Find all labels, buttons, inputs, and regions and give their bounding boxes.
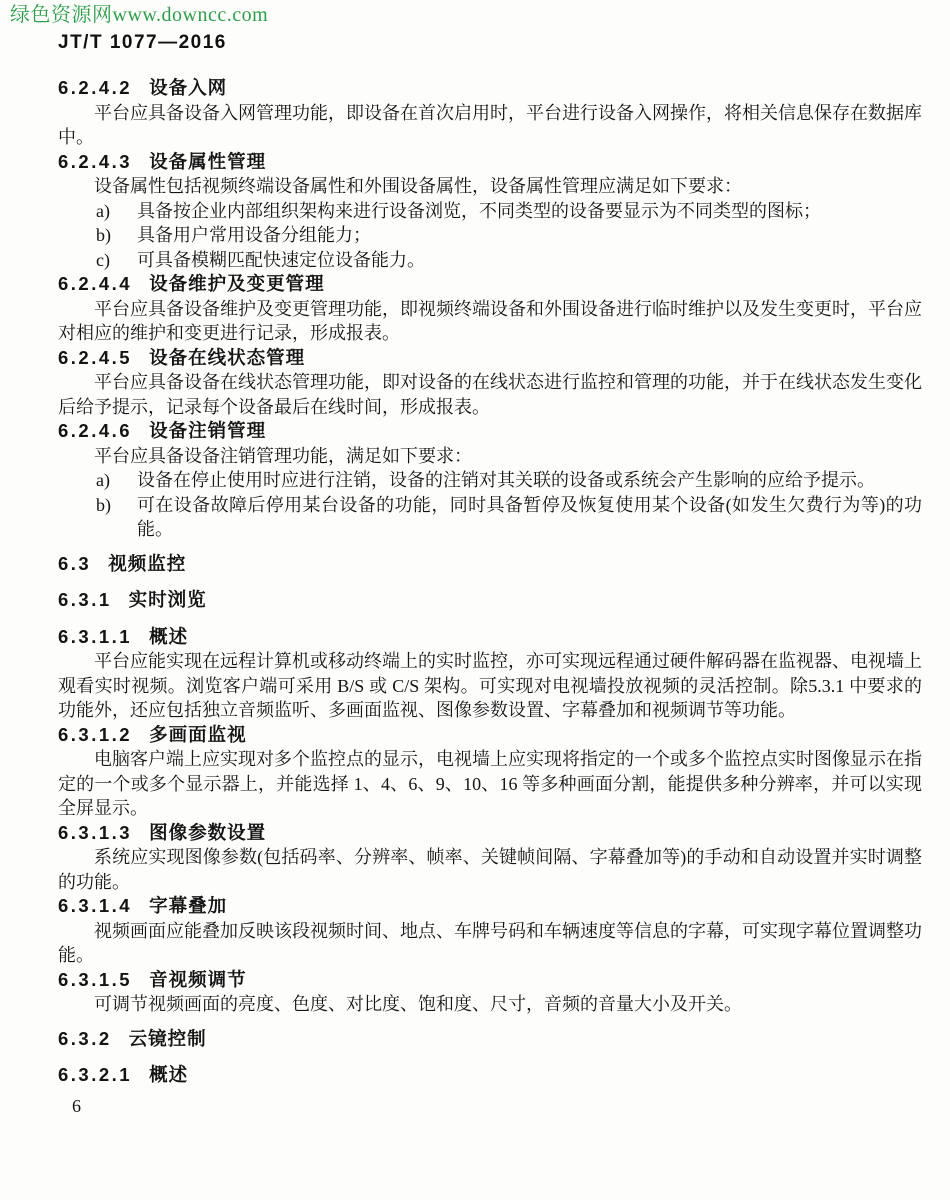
clause-heading xyxy=(58,723,922,748)
clause-title: 设备维护及变更管理 xyxy=(149,273,325,294)
clause-heading xyxy=(58,821,922,846)
document-body xyxy=(58,76,922,1118)
clause-number: 6.3.1 xyxy=(58,589,112,610)
clause-heading xyxy=(58,272,922,297)
list-item-label: c) xyxy=(96,249,110,270)
list-item xyxy=(58,223,922,248)
list-item-text: 可在设备故障后停用某台设备的功能，同时具备暂停及恢复使用某个设备(如发生欠费行为等)的功能。 xyxy=(137,494,922,539)
paragraph: 电脑客户端上应实现对多个监控点的显示，电视墙上应实现将指定的一个或多个监控点实时图像显示在指定的一个或多个显示器上，并能选择 1、4、6、9、10、16 等多种画面分割，能提供多种分辨率，并可以实现全屏显示。 xyxy=(58,749,922,818)
list-item-label: a) xyxy=(96,470,110,490)
list-item-text: 设备在停止使用时应进行注销，设备的注销对其关联的设备或系统会产生影响的应给予提示。 xyxy=(137,470,875,490)
section-heading xyxy=(58,552,922,577)
paragraph: 系统应实现图像参数(包括码率、分辨率、帧率、关键帧间隔、字幕叠加等)的手动和自动设置并实时调整的功能。 xyxy=(58,847,922,892)
section-heading xyxy=(58,1027,922,1052)
standard-code: JT/T 1077—2016 xyxy=(58,32,227,53)
list-item xyxy=(58,493,922,542)
clause-number: 6.3.1.4 xyxy=(58,895,133,916)
paragraph: 设备属性包括视频终端设备属性和外围设备属性，设备属性管理应满足如下要求： xyxy=(94,176,742,196)
paragraph: 平台应能实现在远程计算机或移动终端上的实时监控，亦可实现远程通过硬件解码器在监视器、电视墙上观看实时视频。浏览客户端可采用 B/S 或 C/S 架构。可实现对电视墙投放视频的灵活控制。除5.3.1 中要求的功能外，还应包括独立音频监听、多画面监视、图像参数设置、字幕叠加和视频调节等功能。 xyxy=(58,651,922,720)
clause-title: 字幕叠加 xyxy=(149,895,228,916)
clause-heading xyxy=(58,150,922,175)
clause-title: 音视频调节 xyxy=(149,968,247,990)
list-item xyxy=(58,468,922,493)
clause-title: 设备属性管理 xyxy=(149,150,267,172)
clause-title: 云镜控制 xyxy=(128,1027,207,1049)
clause-title: 概述 xyxy=(149,625,189,647)
clause-heading xyxy=(58,76,922,101)
clause-number: 6.2.4.5 xyxy=(58,346,133,368)
clause-title: 概述 xyxy=(149,1064,189,1085)
clause-heading xyxy=(58,894,922,919)
list-item xyxy=(58,199,922,224)
list-item-text: 具备按企业内部组织架构来进行设备浏览，不同类型的设备要显示为不同类型的图标； xyxy=(137,200,821,221)
section-heading xyxy=(58,588,922,613)
list-item-label: b) xyxy=(96,225,111,245)
clause-number: 6.3.2.1 xyxy=(58,1064,133,1085)
paragraph: 平台应具备设备入网管理功能，即设备在首次启用时，平台进行设备入网操作，将相关信息保存在数据库中。 xyxy=(58,102,922,147)
clause-number: 6.2.4.6 xyxy=(58,420,133,441)
clause-title: 图像参数设置 xyxy=(149,821,267,843)
paragraph: 平台应具备设备维护及变更管理功能，即视频终端设备和外围设备进行临时维护以及发生变更时，平台应对相应的维护和变更进行记录，形成报表。 xyxy=(58,298,922,343)
paragraph: 可调节视频画面的亮度、色度、对比度、饱和度、尺寸，音频的音量大小及开关。 xyxy=(94,994,742,1014)
clause-number: 6.3.2 xyxy=(58,1027,112,1049)
list-item-text: 具备用户常用设备分组能力； xyxy=(137,225,371,245)
clause-title: 视频监控 xyxy=(108,552,187,574)
clause-number: 6.2.4.3 xyxy=(58,150,133,172)
clause-number: 6.3.1.5 xyxy=(58,968,133,990)
list-item-label: a) xyxy=(96,200,110,221)
clause-number: 6.3.1.2 xyxy=(58,723,133,745)
clause-heading xyxy=(58,346,922,371)
list-item-label: b) xyxy=(96,494,111,515)
clause-number: 6.3.1.3 xyxy=(58,821,133,843)
clause-heading xyxy=(58,625,922,650)
clause-title: 多画面监视 xyxy=(149,723,247,745)
clause-title: 设备注销管理 xyxy=(149,420,267,441)
clause-heading xyxy=(58,1063,922,1088)
paragraph: 平台应具备设备在线状态管理功能，即对设备的在线状态进行监控和管理的功能，并于在线状态发生变化后给予提示，记录每个设备最后在线时间，形成报表。 xyxy=(58,372,922,417)
clause-title: 设备在线状态管理 xyxy=(149,346,306,368)
clause-title: 设备入网 xyxy=(149,77,228,98)
paragraph: 视频画面应能叠加反映该段视频时间、地点、车牌号码和车辆速度等信息的字幕，可实现字幕位置调整功能。 xyxy=(58,920,922,965)
clause-number: 6.2.4.2 xyxy=(58,77,133,98)
list-item xyxy=(58,248,922,273)
watermark-text: 绿色资源网www.downcc.com xyxy=(10,4,269,26)
list-item-text: 可具备模糊匹配快速定位设备能力。 xyxy=(137,249,425,270)
clause-heading xyxy=(58,968,922,993)
paragraph: 平台应具备设备注销管理功能，满足如下要求： xyxy=(94,445,472,466)
page-number: 6 xyxy=(72,1095,81,1116)
clause-title: 实时浏览 xyxy=(128,589,207,610)
clause-number: 6.3.1.1 xyxy=(58,625,133,647)
clause-number: 6.2.4.4 xyxy=(58,273,133,294)
clause-heading xyxy=(58,419,922,444)
clause-number: 6.3 xyxy=(58,552,92,574)
